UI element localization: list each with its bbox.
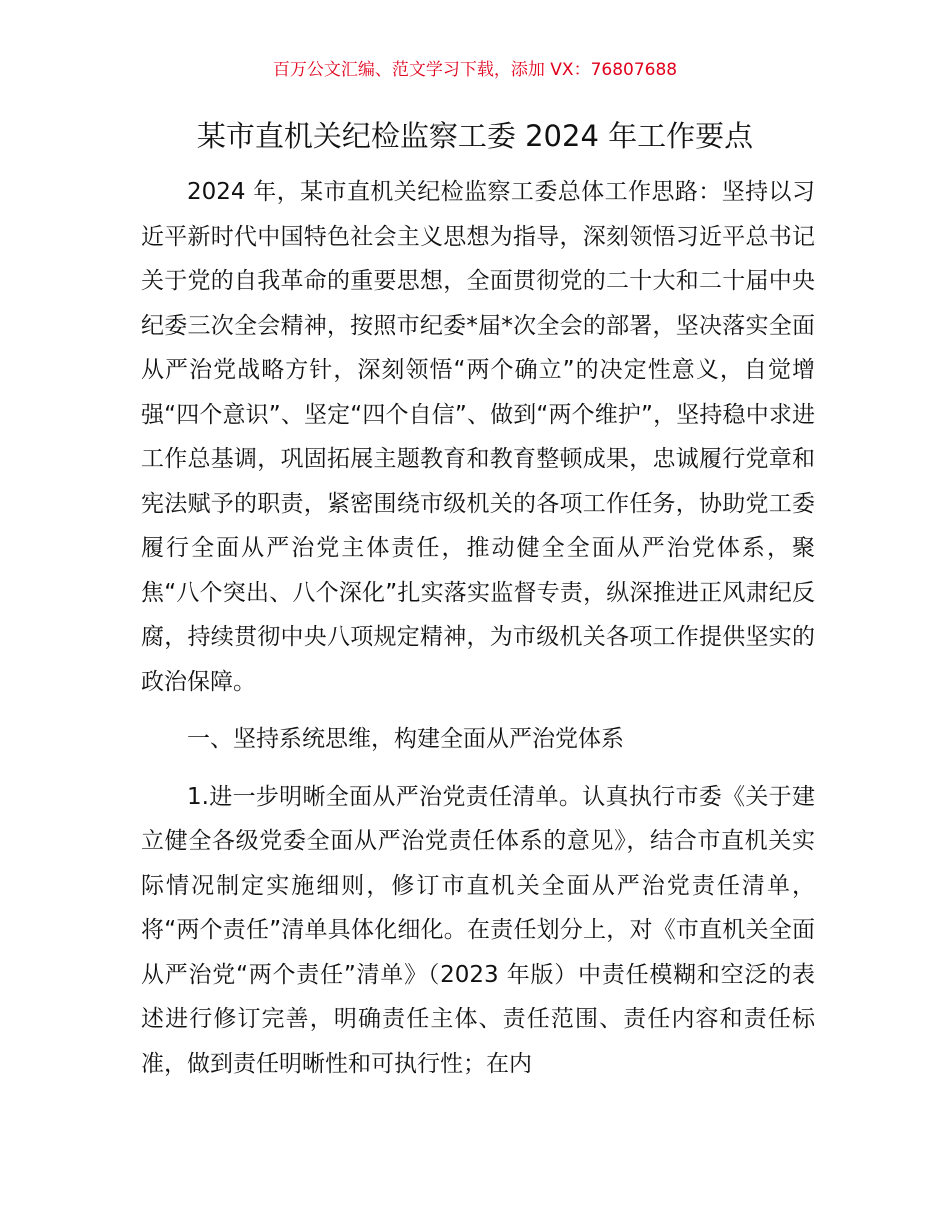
intro-paragraph: 2024 年，某市直机关纪检监察工委总体工作思路：坚持以习近平新时代中国特色社会主义思想为指导，深刻领悟习近平总书记关于党的自我革命的重要思想，全面贯彻党的二十大和二十届中央纪委三次全会精神，按照市纪委*届*次全会的部署，坚决落实全面从严治党战略方针，深刻领悟“两个确立”的决定性意义，自觉增强“四个意识”、坚定“四个自信”、做到“两个维护”，坚持稳中求进工作总基调，巩固拓展主题教育和教育整顿成果，忠诚履行党章和宪法赋予的职责，紧密围绕市级机关的各项工作任务，协助党工委履行全面从严治党主体责任，推动健全全面从严治党体系，聚焦“八个突出、八个深化”扎实落实监督专责，纵深推进正风肃纪反腐，持续贯彻中央八项规定精神，为市级机关各项工作提供坚实的政治保障。 (141, 179, 815, 695)
document-title: 某市直机关纪检监察工委 2024 年工作要点 (196, 119, 754, 153)
header-banner: 百万公文汇编、范文学习下载，添加 VX：76807688 (272, 60, 678, 80)
document-body (141, 170, 815, 1086)
section-1-heading: 一、坚持系统思维，构建全面从严治党体系 (187, 726, 624, 752)
item-1-paragraph: 1.进一步明晰全面从严治党责任清单。认真执行市委《关于建立健全各级党委全面从严治党责任体系的意见》，结合市直机关实际情况制定实施细则，修订市直机关全面从严治党责任清单，将“两个责任”清单具体化细化。在责任划分上，对《市直机关全面从严治党“两个责任”清单》（2023 年版）中责任模糊和空泛的表述进行修订完善，明确责任主体、责任范围、责任内容和责任标准，做到责任明晰性和可执行性；在内 (141, 783, 815, 1077)
